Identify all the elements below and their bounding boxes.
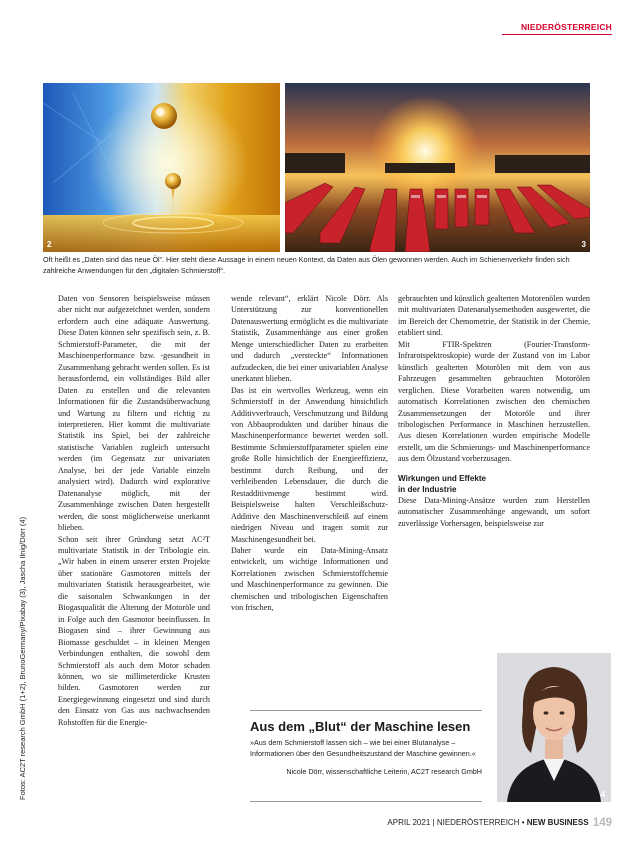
subheading-line-1: Wirkungen und Effekte xyxy=(398,473,487,483)
paragraph: Daher wurde ein Data-Mining-Ansatz entwickelt, um wichtige Informationen und Korrelationen zwischen Schmierstoffchemie und Maschinenperformance zu gewinnen. Die chemischen und tribologischen Eigenschaften von frischen, xyxy=(231,545,388,613)
section-label: NIEDERÖSTERREICH xyxy=(502,22,612,35)
photo-caption: Oft heißt es „Daten sind das neue Öl“. Hier steht diese Aussage in einem neuen Kontext, da Daten aus Ölen gewonnen werden. Auch im Schienenverkehr finden sich zahlreiche Anwendungen für den „digitalen Schmierstoff“. xyxy=(43,255,570,275)
paragraph: Das ist ein wertvolles Werkzeug, wenn ein Schmierstoff in der Anwendung hinsichtlich Additivverbrauch, Verschmutzung und Bildung von Abbauprodukten und darüber hinaus die Maschinenperformance bewertet werden soll. Bestimmte Schmierstoffparameter spielen eine große Rolle hinsichtlich der Energieeffizienz, bestimmt durch Reibung, und der verbleibenden Lebensdauer, die durch die Restadditivmenge bestimmt wird. Beispielsweise halten Verschleißschutz-Additive den Maschinenverschleiß auf einem niedrigen Niveau und tragen somit zur Maschinengesundheit bei. xyxy=(231,385,388,544)
footer-region: NIEDERÖSTERREICH xyxy=(436,818,520,827)
page-footer xyxy=(387,817,612,829)
pull-quote-author: Nicole Dörr, wissenschaftliche Leiterin, AC2T research GmbH xyxy=(286,767,482,776)
paragraph: Mit FTIR-Spektren (Fourier-Transform-Infrarotspektroskopie) wurde der Zustand von im Labor künstlich gealterten Motorölen mit dem von aus Fahrzeugen gesammelten gebrauchten Motorölen verglichen. Diese Vorarbeiten waren notwendig, um automatisch Korrelationen zwischen den chemischen Zusammensetzungen der Motoröle und ihrer tribologischen Performance in Maschinen herzustellen. Aus diesen Korrelationen wurden empirische Modelle erstellt, um die Schmierungs- und Maschinenperformance aus dem Ölzustand vorherzusagen. xyxy=(398,339,590,464)
trains-sunset-photo xyxy=(285,83,590,252)
image-number-3: 3 xyxy=(581,240,586,249)
subheading xyxy=(398,473,590,495)
article-column-2 xyxy=(231,293,388,614)
paragraph: Diese Data-Mining-Ansätze wurden zum Herstellen automatischer Zusammenhänge angewandt, um sofort zuverlässige Vorhersagen, beispielsweise zur xyxy=(398,495,590,528)
page-number: 149 xyxy=(592,817,612,829)
article-column-1 xyxy=(58,293,210,728)
footer-brand: NEW BUSINESS xyxy=(526,818,589,827)
image-number-4: 4 xyxy=(600,790,605,799)
photo-credit: Fotos: AC2T research GmbH (1+2), BrunoGermany/Pixabay (3), Jascha Ilnig/Dörr (4) xyxy=(18,516,27,800)
footer-separator: | xyxy=(432,818,435,827)
paragraph: Schon seit ihrer Gründung setzt AC²T multivariate Statistik in der Tribologie ein. „Wir haben in einem unserer ersten Projekte über stationäre Gasmotoren mittels der multivariaten Statistik herausgearbeitet, wie die saisonalen Schwankungen in der Biogasqualität die Alterung der Motoröle und in Folge auch den Gasmotor beeinflussen. In Biogasen sind – ihrer Gewinnung aus Biomasse geschuldet – in kleinen Mengen Verbindungen enthalten, die sowohl dem Schmierstoff als auch dem Motor schaden können, wo sie millimeterdicke Krusten bilden. Gasmotoren werden zur Energiegewinnung eingesetzt und sind durch den Einsatz von Gas aus nachwachsenden Rohstoffen für die Energie- xyxy=(58,534,210,727)
article-column-3 xyxy=(398,293,590,529)
oil-droplet-photo xyxy=(43,83,280,252)
subheading-line-2: in der Industrie xyxy=(398,484,457,494)
pull-quote-title: Aus dem „Blut“ der Maschine lesen xyxy=(250,719,471,734)
pull-quote-box xyxy=(250,710,482,802)
paragraph: gebrauchten und künstlich gealterten Motorenölen wurden mit multivariaten Datenanalysemethoden ausgewertet, die im Bereich der Chemometrie, der Statistik in der Chemie, etabliert sind. xyxy=(398,294,590,338)
footer-bullet: • xyxy=(521,818,525,827)
paragraph: Daten von Sensoren beispielsweise müssen aber nicht nur aufgezeichnet werden, sondern erfordern auch eine adäquate Auswertung. Diese Daten können sehr spezifisch sein, z. B. Schmierstoff-Parameter, die mit der Maschinenperformance bzw. -gesundheit in Zusammenhang gebracht werden sollen. Es ist herausfordernd, ein vollständiges Bild aller Daten zu erstellen und die relevanten Informationen für die Zustandsüberwachung und Wartung zu filtern und richtig zu interpretieren. Hier kommt die multivariate Statistik ins Spiel, bei der zahlreiche statistische Variablen zugleich untersucht werden (im Gegensatz zur univariaten Analyse, bei der jede Variable einzeln analysiert wird). Dadurch wird explorative Datenanalyse möglich, mit der Zusammenhänge zwischen Daten hergestellt werden, die sonst möglicherweise unerkannt blieben. xyxy=(58,294,210,533)
footer-date: APRIL 2021 xyxy=(387,818,431,827)
paragraph: wende relevant“, erklärt Nicole Dörr. Als Unterstützung zur konventionellen Datenauswertung ermöglicht es die multivariate Statistik, Zusammenhänge aus einer großen Menge unterschiedlicher Daten zu erarbeiten und dadurch „versteckte“ Informationen aufzudecken, die bei einer univariablen Analyse unerkannt blieben. xyxy=(231,294,388,384)
pull-quote-text: »Aus dem Schmierstoff lassen sich – wie bei einer Blutanalyse – Informationen über den Gesundheitszustand der Maschine gewinnen.« xyxy=(250,738,476,758)
image-number-2: 2 xyxy=(47,240,52,249)
portrait-photo xyxy=(497,653,611,802)
